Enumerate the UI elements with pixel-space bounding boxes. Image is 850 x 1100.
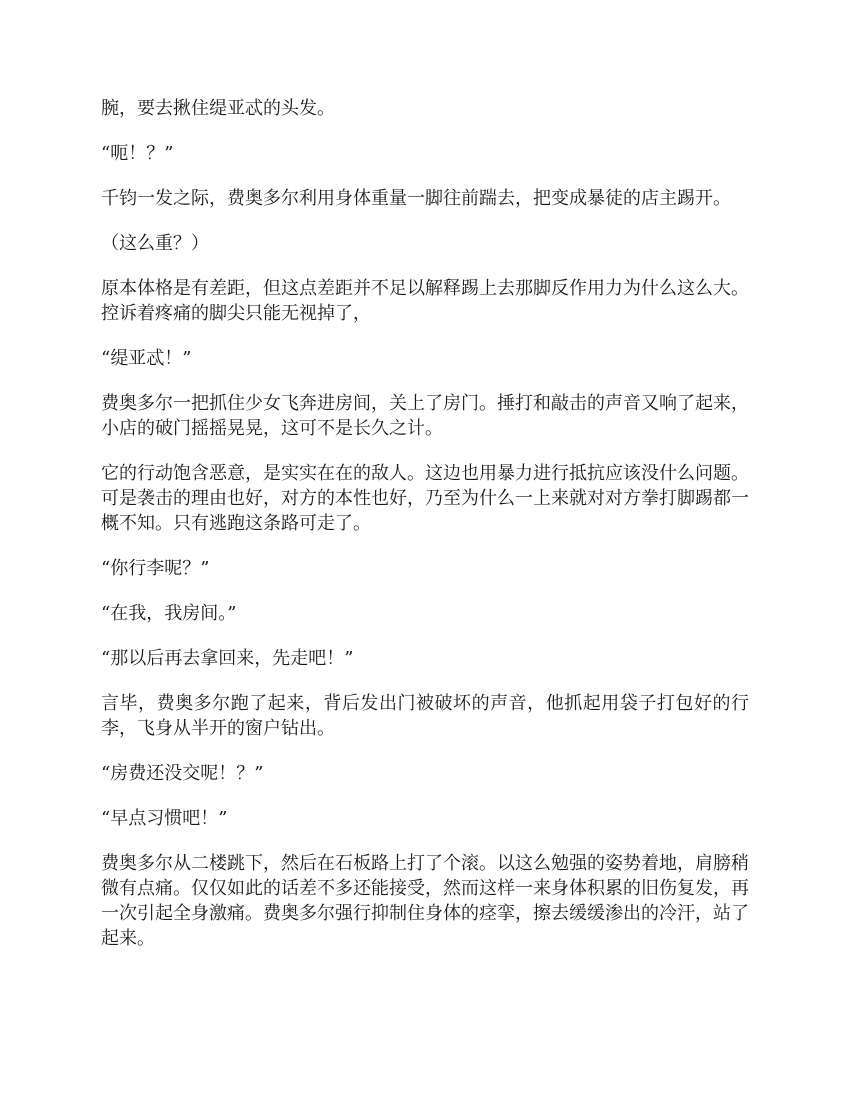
paragraph: “那以后再去拿回来，先走吧！”: [101, 648, 354, 669]
paragraph: 费奥多尔一把抓住少女飞奔进房间，关上了房门。捶打和敲击的声音又响了起来，小店的破门摇摇晃晃，这可不是长久之计。: [101, 393, 749, 439]
paragraph: 费奥多尔从二楼跳下，然后在石板路上打了个滚。以这么勉强的姿势着地，肩膀稍微有点痛。仅仅如此的话差不多还能接受，然而这样一来身体积累的旧伤复发，再一次引起全身激痛。费奥多尔强行抑制住身体的痉挛，擦去缓缓渗出的冷汗，站了起来。: [101, 853, 749, 949]
paragraph: “呃！？”: [101, 143, 174, 164]
paragraph: “早点习惯吧！”: [101, 808, 228, 829]
paragraph: “你行李呢？”: [101, 558, 210, 579]
paragraph: （这么重？）: [101, 233, 209, 254]
paragraph: 原本体格是有差距，但这点差距并不足以解释踢上去那脚反作用力为什么这么大。控诉着疼痛的脚尖只能无视掉了，: [101, 278, 749, 324]
document-page: [101, 96, 749, 971]
paragraph: 腕，要去揪住缇亚忒的头发。: [101, 98, 335, 119]
paragraph: “房费还没交呢！？”: [101, 763, 264, 784]
paragraph: 它的行动饱含恶意，是实实在在的敌人。这边也用暴力进行抵抗应该没什么问题。可是袭击的理由也好，对方的本性也好，乃至为什么一上来就对对方拳打脚踢都一概不知。只有逃跑这条路可走了。: [101, 463, 749, 534]
paragraph: “缇亚忒！”: [101, 348, 192, 369]
paragraph: “在我，我房间。”: [101, 603, 237, 624]
paragraph: 千钧一发之际，费奥多尔利用身体重量一脚往前踹去，把变成暴徒的店主踢开。: [101, 188, 731, 209]
paragraph: 言毕，费奥多尔跑了起来，背后发出门被破坏的声音，他抓起用袋子打包好的行李，飞身从半开的窗户钻出。: [101, 693, 749, 739]
